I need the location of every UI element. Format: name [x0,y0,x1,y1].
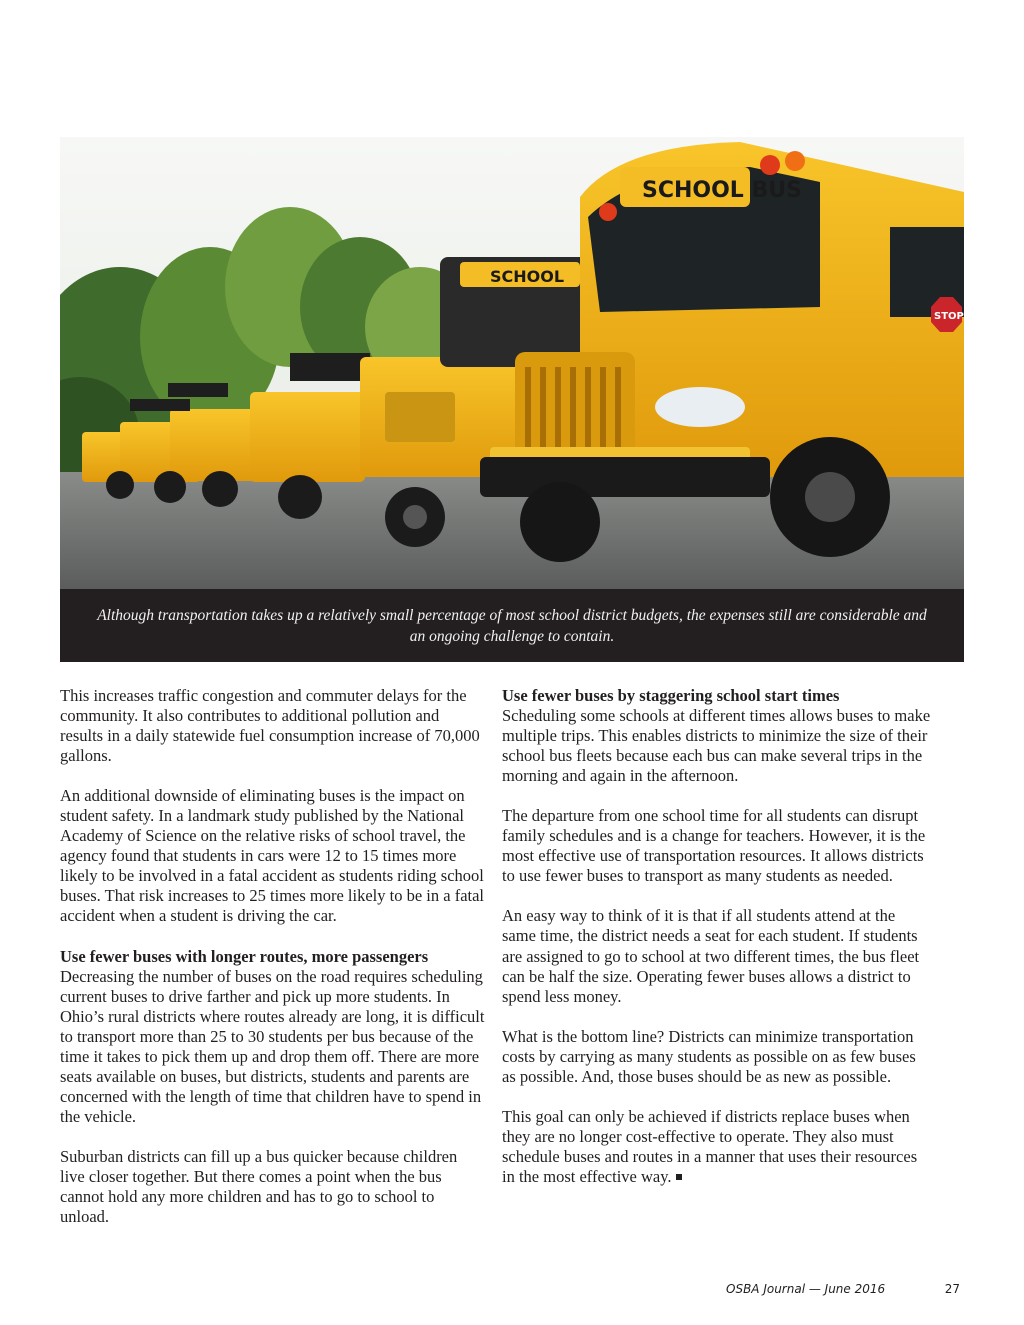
school-buses-illustration [60,137,964,589]
stop-sign-text: STOP [934,311,964,322]
page-footer [700,1282,964,1300]
paragraph-text: This goal can only be achieved if districts replace buses when they are no longer cost-effective to operate. They also must schedule buses and routes in a manner that uses their resources in the most effective way. [502,1106,918,1186]
final-paragraph [502,1107,932,1187]
paragraph: The departure from one school time for all students can disrupt family schedules and is a change for teachers. However, it is the most effective use of transportation resources. It allows districts to use fewer buses to transport as many students as needed. [502,806,926,886]
paragraph: Decreasing the number of buses on the road requires scheduling current buses to drive farther and pick up more students. In Ohio’s rural districts where routes already are long, it is difficult to transport more than 25 to 30 students per bus because of the time it takes to pick them up and drop them off. There are more seats available on buses, but districts, students and parents are concerned with the length of time that children have to spend in the vehicle. [60,966,485,1126]
end-mark-icon [676,1174,682,1180]
section-heading: Use fewer buses with longer routes, more passengers [60,946,429,966]
photo-caption: Although transportation takes up a relatively small percentage of most school district budgets, the expenses still are considerable and an ongoing challenge to contain. [60,589,964,662]
left-column [60,686,485,1247]
paragraph: What is the bottom line? Districts can minimize transportation costs by carrying as many students as possible on as few buses as possible. And, those buses should be as new as possible. [502,1026,916,1086]
page-number: 27 [944,1282,960,1296]
journal-title: OSBA Journal — June 2016 [726,1282,886,1296]
bus-sign-middle: SCHOOL [490,267,565,286]
right-column [502,686,932,1207]
school-buses-photo [60,137,964,589]
bus-sign-front: SCHOOL BUS [642,178,802,203]
paragraph: Scheduling some schools at different times allows buses to make multiple trips. This enables districts to minimize the size of their school bus fleets because each bus can make several trips in the morning and again in the afternoon. [502,706,931,786]
paragraph: An additional downside of eliminating buses is the impact on student safety. In a landmark study published by the National Academy of Science on the relative risks of school travel, the agency found that students in cars were 12 to 15 times more likely to be involved in a fatal accident as students riding school buses. That risk increases to 25 times more likely to be in a fatal accident when a student is driving the car. [60,786,485,926]
paragraph: An easy way to think of it is that if all students attend at the same time, the district needs a seat for each student. If students are assigned to go to school at two different times, the bus fleet can be half the size. Operating fewer buses allows a district to spend less money. [502,906,920,1006]
paragraph: This increases traffic congestion and commuter delays for the community. It also contributes to additional pollution and results in a daily statewide fuel consumption increase of 70,000 gallons. [60,686,480,766]
paragraph: Suburban districts can fill up a bus quicker because children live closer together. But there comes a point when the bus cannot hold any more children and has to go to school to unload. [60,1146,458,1227]
section-heading: Use fewer buses by staggering school start times [502,686,840,705]
